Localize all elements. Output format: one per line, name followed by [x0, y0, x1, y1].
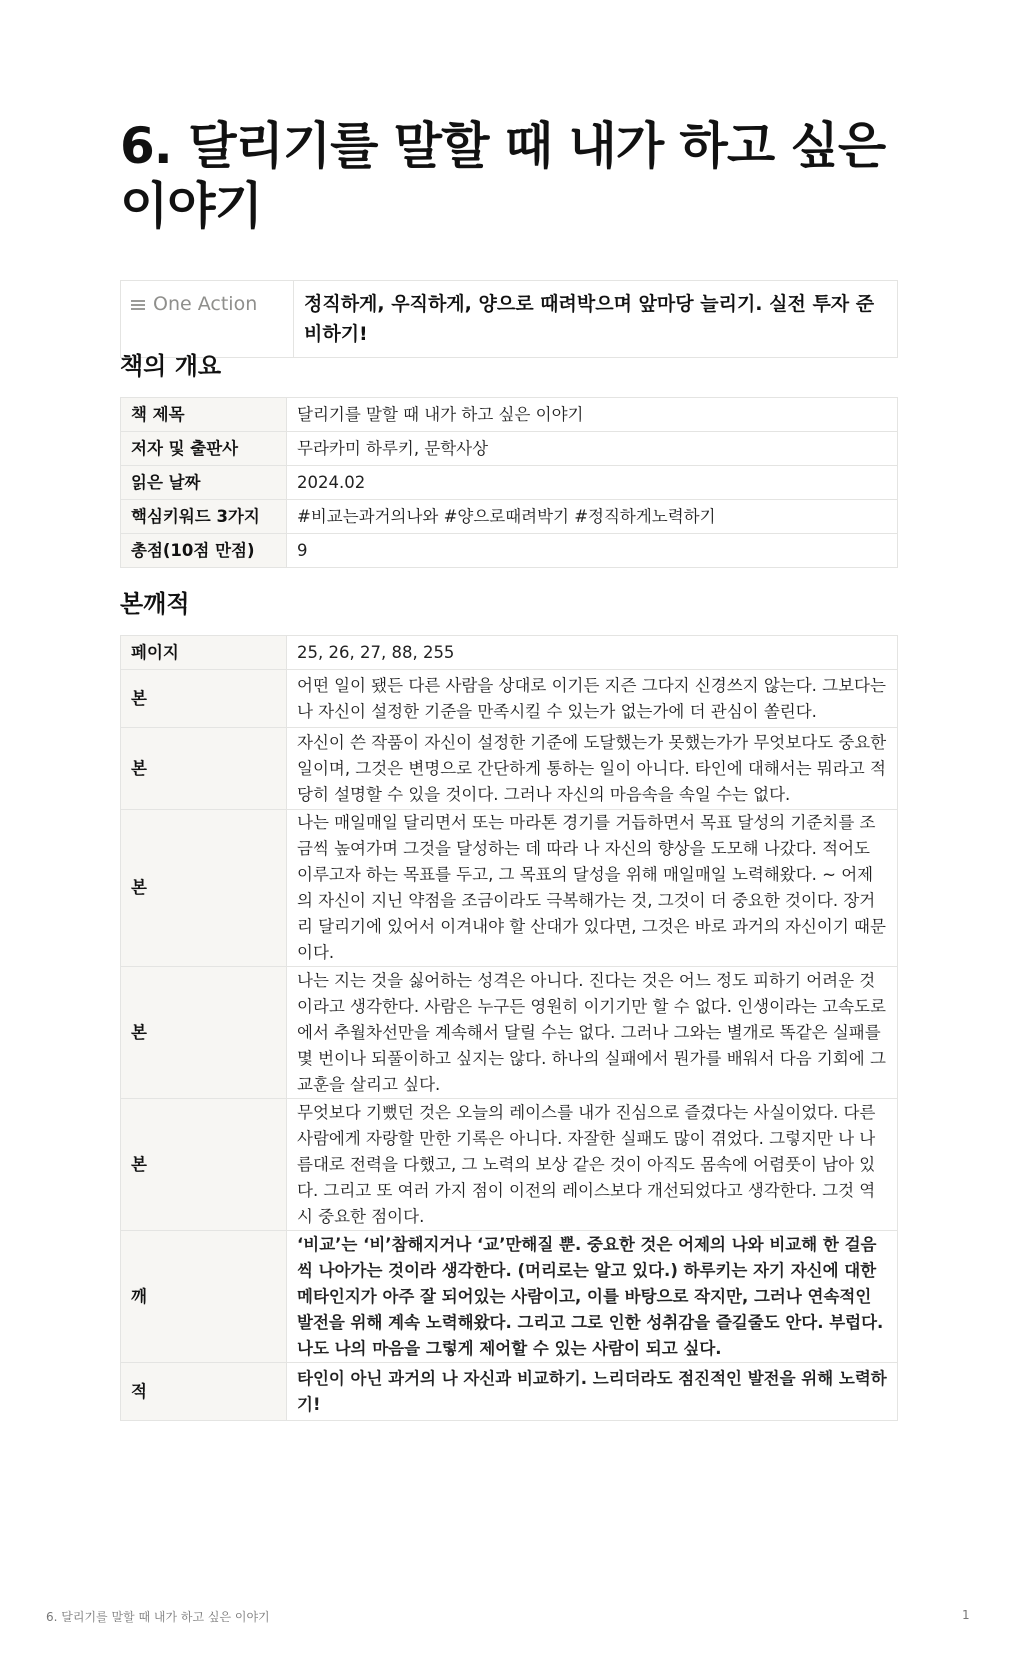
row-value: 무엇보다 기뻤던 것은 오늘의 레이스를 내가 진심으로 즐겼다는 사실이었다. 다른 사람에게 자랑할 만한 기록은 아니다. 자잘한 실패도 많이 겪었다. 그렇지만 나 나름대로 전력을 다했고, 그 노력의 보상 같은 것이 아직도 몸속에 어렴풋이 남아 있다. 그리고 또 여러 가지 점이 이전의 레이스보다 개선되었다고 생각한다. 그것 역시 중요한 점이다.: [287, 1099, 898, 1231]
row-key: 적: [121, 1363, 287, 1421]
table-row: [121, 810, 898, 967]
row-key: 본: [121, 1099, 287, 1231]
table-row: [121, 398, 898, 432]
property-key-cell: [121, 281, 294, 358]
row-value-highlight-red: 타인이 아닌 과거의 나 자신과 비교하기. 느리더라도 점진적인 발전을 위해 노력하기!: [287, 1363, 898, 1421]
row-key: 핵심키워드 3가지: [121, 500, 287, 534]
property-row: [121, 281, 898, 358]
row-value: 나는 매일매일 달리면서 또는 마라톤 경기를 거듭하면서 목표 달성의 기준치를 조금씩 높여가며 그것을 달성하는 데 따라 나 자신의 향상을 도모해 나갔다. 적어도 이루고자 하는 목표를 두고, 그 목표의 달성을 위해 매일매일 노력해왔다. ~ 어제의 자신이 지닌 약점을 조금이라도 극복해가는 것, 그것이 더 중요한 것이다. 장거리 달리기에 있어서 이겨내야 할 산대가 있다면, 그것은 바로 과거의 자신이기 때문이다.: [287, 810, 898, 967]
page-title: 6. 달리기를 말할 때 내가 하고 싶은 이야기: [120, 117, 886, 235]
table-row: [121, 636, 898, 670]
table-row: [121, 1099, 898, 1231]
row-key: 책 제목: [121, 398, 287, 432]
table-row: [121, 534, 898, 568]
row-value: 나는 지는 것을 싫어하는 성격은 아니다. 진다는 것은 어느 정도 피하기 어려운 것이라고 생각한다. 사람은 누구든 영원히 이기기만 할 수 없다. 인생이라는 고속도로에서 추월차선만을 계속해서 달릴 수는 없다. 그러나 그와는 별개로 똑같은 실패를 몇 번이나 되풀이하고 싶지는 않다. 하나의 실패에서 뭔가를 배워서 다음 기회에 그 교훈을 살리고 싶다.: [287, 967, 898, 1099]
row-key: 본: [121, 810, 287, 967]
row-key: 페이지: [121, 636, 287, 670]
table-row: [121, 670, 898, 728]
table-row: [121, 1363, 898, 1421]
row-key: 본: [121, 728, 287, 810]
footer-title: 6. 달리기를 말할 때 내가 하고 싶은 이야기: [46, 1610, 270, 1624]
table-row: [121, 432, 898, 466]
row-key: 총점(10점 만점): [121, 534, 287, 568]
overview-table: [120, 397, 898, 568]
property-value: 정직하게, 우직하게, 양으로 때려박으며 앞마당 늘리기. 실전 투자 준비하기!: [294, 281, 898, 358]
row-value: 달리기를 말할 때 내가 하고 싶은 이야기: [287, 398, 898, 432]
row-value: #비교는과거의나와 #양으로때려박기 #정직하게노력하기: [287, 500, 898, 534]
row-value: 무라카미 하루키, 문학사상: [287, 432, 898, 466]
table-row: [121, 500, 898, 534]
row-value: 어떤 일이 됐든 다른 사람을 상대로 이기든 지즌 그다지 신경쓰지 않는다. 그보다는 나 자신이 설정한 기준을 만족시킬 수 있는가 없는가에 더 관심이 쏠린다.: [287, 670, 898, 728]
row-value: 9: [287, 534, 898, 568]
notes-table: [120, 635, 898, 1421]
row-value: 자신이 쓴 작품이 자신이 설정한 기준에 도달했는가 못했는가가 무엇보다도 중요한 일이며, 그것은 변명으로 간단하게 통하는 일이 아니다. 타인에 대해서는 뭐라고 적당히 설명할 수 있을 것이다. 그러나 자신의 마음속을 속일 수는 없다.: [287, 728, 898, 810]
table-row: [121, 728, 898, 810]
row-value: 25, 26, 27, 88, 255: [287, 636, 898, 670]
row-key: 본: [121, 967, 287, 1099]
overview-heading: 책의 개요: [120, 352, 222, 380]
table-row: [121, 967, 898, 1099]
table-row: [121, 466, 898, 500]
property-table: [120, 280, 898, 358]
text-lines-icon: [131, 300, 145, 311]
row-key: 읽은 날짜: [121, 466, 287, 500]
row-value-highlight-blue: ‘비교’는 ‘비’참해지거나 ‘교’만해질 뿐. 중요한 것은 어제의 나와 비교해 한 걸음씩 나아가는 것이라 생각한다. (머리로는 알고 있다.) 하루키는 자기 자신에 대한 메타인지가 아주 잘 되어있는 사람이고, 이를 바탕으로 작지만, 그러나 연속적인 발전을 위해 계속 노력해왔다. 그리고 그로 인한 성취감을 즐길줄도 안다. 부럽다. 나도 나의 마음을 그렇게 제어할 수 있는 사람이 되고 싶다.: [287, 1231, 898, 1363]
row-value: 2024.02: [287, 466, 898, 500]
notes-heading: 본깨적: [120, 590, 190, 618]
property-key: One Action: [153, 293, 258, 315]
table-row: [121, 1231, 898, 1363]
page-number: 1: [962, 1608, 970, 1622]
row-key: 본: [121, 670, 287, 728]
row-key: 저자 및 출판사: [121, 432, 287, 466]
row-key: 깨: [121, 1231, 287, 1363]
